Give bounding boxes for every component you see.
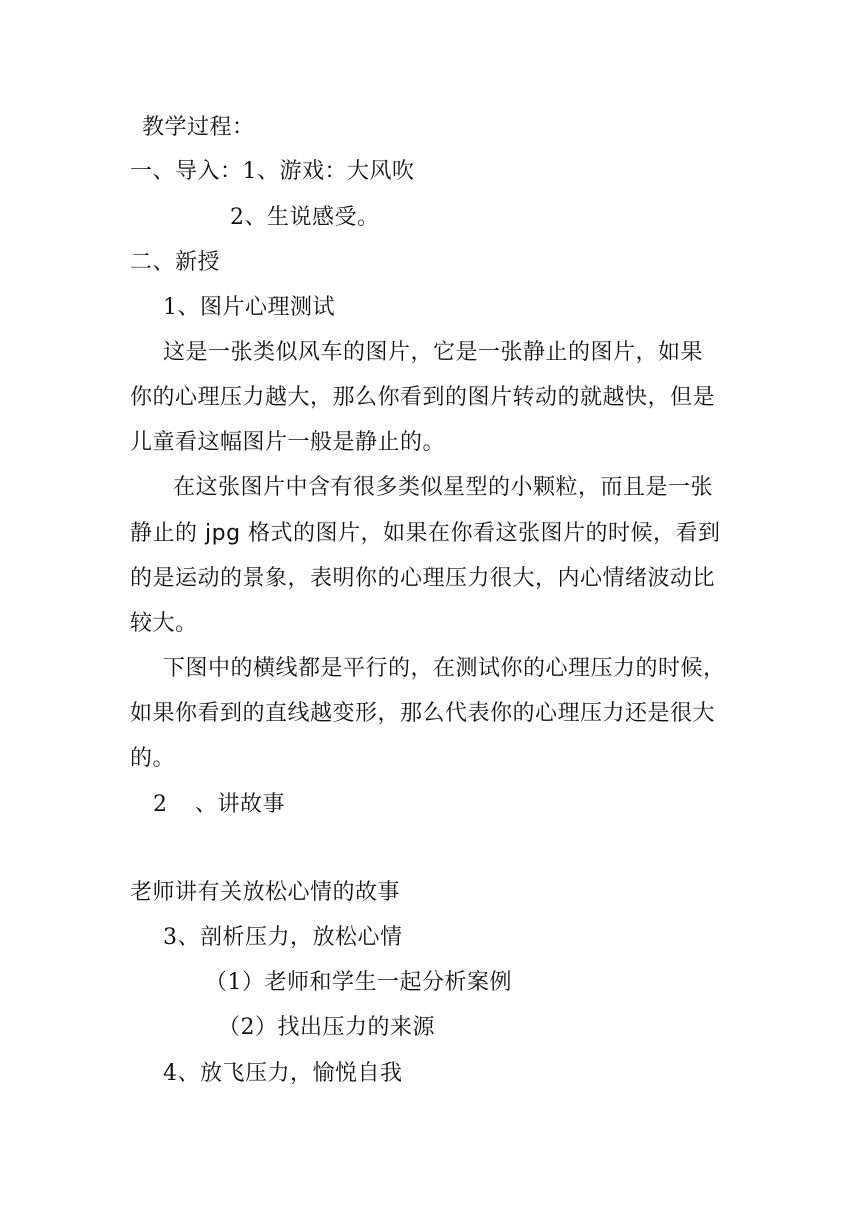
item-analyze-sub-1: （1）老师和学生一起分析案例: [205, 970, 512, 995]
paragraph-3-line-1: 下图中的横线都是平行的，在测试你的心理压力的时候，: [163, 656, 726, 681]
section-intro-title: 一、导入：1、游戏：大风吹: [130, 159, 415, 184]
paragraph-3-line-3: 的。: [130, 746, 176, 771]
item-analyze-sub-2: （2）找出压力的来源: [218, 1015, 435, 1040]
paragraph-1-line-1: 这是一张类似风车的图片，它是一张静止的图片，如果: [163, 340, 704, 365]
item-analyze-pressure-title: 3、剖析压力，放松心情: [163, 925, 403, 950]
paragraph-1-line-3: 儿童看这幅图片一般是静止的。: [130, 430, 446, 455]
paragraph-2-line-3: 的是运动的景象，表明你的心理压力很大，内心情绪波动比: [130, 566, 716, 591]
jpg-format-text: jpg: [205, 521, 241, 546]
story-line: 老师讲有关放松心情的故事: [130, 880, 401, 905]
paragraph-2-line-2: [130, 519, 721, 549]
section-intro-item-2: 2、生说感受。: [230, 205, 380, 230]
section-new-title: 二、新授: [130, 250, 221, 275]
paragraph-2-line-2-after: 格式的图片，如果在你看这张图片的时候，看到: [240, 521, 721, 546]
paragraph-2-line-2-before: 静止的: [130, 521, 205, 546]
item-picture-test-title: 1、图片心理测试: [163, 295, 335, 320]
paragraph-3-line-2: 如果你看到的直线越变形，那么代表你的心理压力还是很大: [130, 701, 716, 726]
heading-teaching-process: 教学过程：: [142, 115, 255, 140]
item-release-pressure-title: 4、放飞压力，愉悦自我: [163, 1061, 403, 1086]
item-story-label: 、讲故事: [195, 792, 286, 817]
item-story-number: 2: [153, 792, 168, 817]
paragraph-2-line-4: 较大。: [130, 611, 198, 636]
paragraph-1-line-2: 你的心理压力越大，那么你看到的图片转动的就越快，但是: [130, 385, 716, 410]
paragraph-2-line-1: 在这张图片中含有很多类似星型的小颗粒，而且是一张: [173, 475, 714, 500]
